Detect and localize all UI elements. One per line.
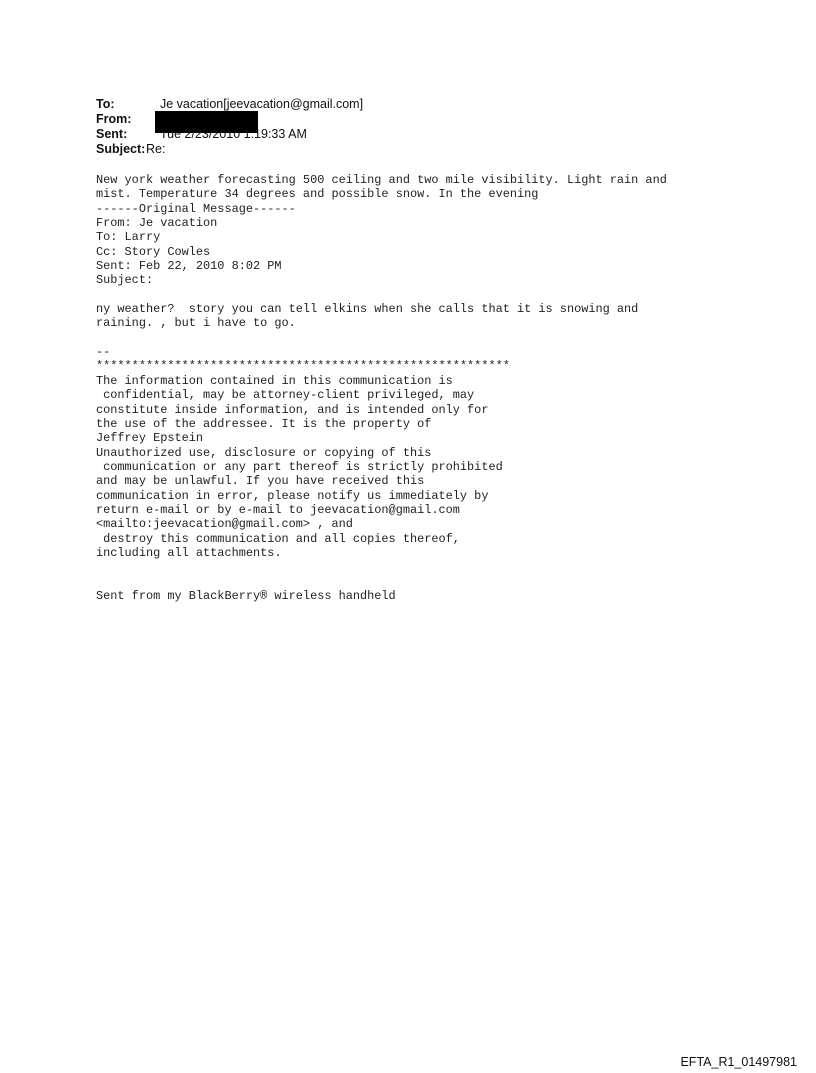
body-line: New york weather forecasting 500 ceiling and two mile visibility. Light rain and — [96, 173, 667, 187]
body-line: Unauthorized use, disclosure or copying of this — [96, 445, 432, 460]
to-value: Je vacation[jeevacation@gmail.com] — [160, 97, 364, 111]
to-label: To: — [96, 97, 115, 111]
body-line: Subject: — [96, 273, 154, 288]
body-line: <mailto:jeevacation@gmail.com> , and — [96, 517, 353, 532]
body-line: constitute inside information, and is intended only for — [96, 402, 489, 417]
body-line: the use of the addressee. It is the property of — [96, 416, 432, 431]
body-line: and may be unlawful. If you have received this — [96, 474, 425, 489]
body-line: -- — [96, 345, 111, 360]
body-line: confidential, may be attorney-client privileged, may — [96, 388, 475, 403]
body-line: To: Larry — [96, 230, 161, 245]
body-line: ny weather? story you can tell elkins when she calls that it is snowing and — [96, 302, 639, 317]
body-line: From: Je vacation — [96, 216, 218, 231]
from-label: From: — [96, 112, 132, 126]
subject-label: Subject: — [96, 142, 146, 156]
body-line: return e-mail or by e-mail to jeevacation@gmail.com — [96, 502, 460, 517]
subject-row — [96, 142, 363, 157]
body-line: ********************************************************** — [96, 359, 510, 374]
sent-row — [96, 127, 363, 142]
from-row — [96, 112, 363, 127]
body-line: raining. , but i have to go. — [96, 316, 296, 331]
body-line: mist. Temperature 34 degrees and possible snow. In the evening — [96, 187, 539, 202]
subject-value: Re: — [146, 142, 166, 156]
to-row — [96, 97, 363, 112]
body-line: Cc: Story Cowles — [96, 244, 211, 259]
body-line: including all attachments. — [96, 545, 282, 560]
email-body — [96, 173, 667, 603]
body-line: Sent: Feb 22, 2010 8:02 PM — [96, 259, 282, 274]
email-header — [96, 97, 363, 157]
body-line: communication in error, please notify us immediately by — [96, 488, 489, 503]
body-line: The information contained in this communication is — [96, 373, 453, 388]
document-id: EFTA_R1_01497981 — [680, 1055, 797, 1069]
body-line: destroy this communication and all copies thereof, — [96, 531, 460, 546]
sent-label: Sent: — [96, 127, 128, 141]
sent-value: Tue 2/23/2010 1:19:33 AM — [160, 127, 307, 141]
body-line: ------Original Message------ — [96, 201, 296, 216]
body-line: Sent from my BlackBerry® wireless handheld — [96, 588, 396, 603]
body-line: Jeffrey Epstein — [96, 431, 204, 446]
body-line: communication or any part thereof is strictly prohibited — [96, 459, 503, 474]
